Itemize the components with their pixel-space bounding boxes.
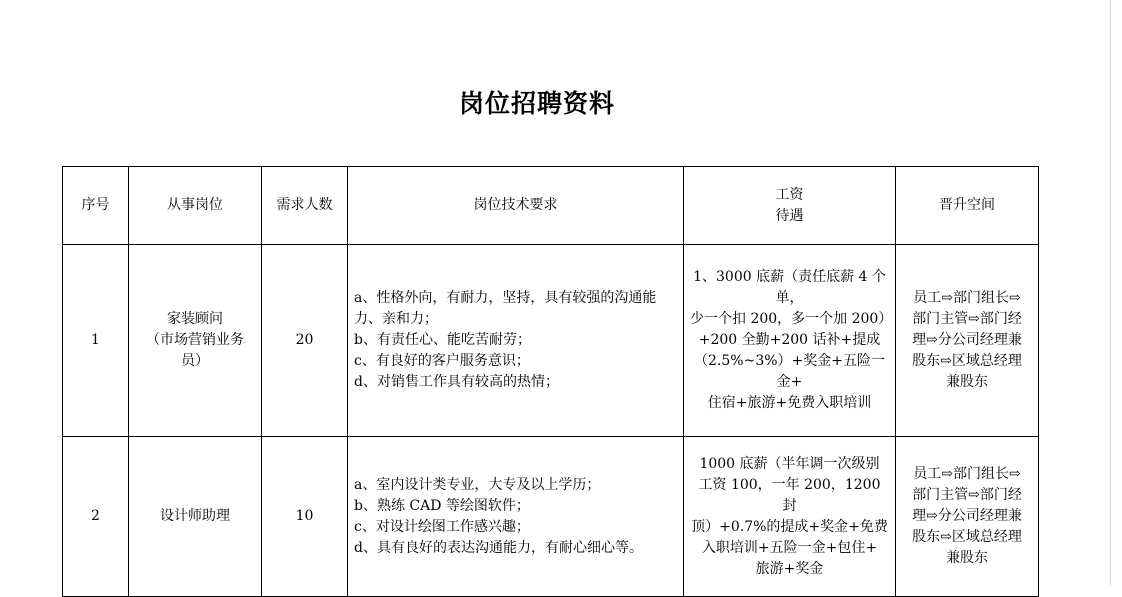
row-1-position-line3: 员）: [181, 353, 209, 369]
row-1-promotion-line: 员工⇨部门组长⇨: [913, 290, 1021, 306]
row-1-promotion-line: 股东⇨区域总经理: [912, 353, 1022, 369]
row-1-requirement-line: 力、亲和力；: [354, 311, 438, 327]
row-2-promotion-line: 兼股东: [946, 550, 988, 566]
row-1-requirement-line: c、有良好的客户服务意识；: [354, 353, 530, 369]
row-2-promotion-line: 员工⇨部门组长⇨: [913, 466, 1021, 482]
row-1-promotion-line: 理⇨分公司经理兼: [912, 332, 1022, 348]
row-2-promotion: [896, 437, 1039, 597]
row-2-salary-line: 工资 100，一年 200，1200 封: [698, 476, 881, 514]
row-2-promotion-line: 部门主管⇨部门经: [912, 487, 1022, 503]
row-1-requirements: [348, 245, 684, 437]
row-1-seq: 1: [63, 245, 129, 437]
row-2-position: 设计师助理: [129, 437, 262, 597]
row-1-position: [129, 245, 262, 437]
header-position: 从事岗位: [129, 167, 262, 245]
row-2-requirement-line: b、熟练 CAD 等绘图软件；: [354, 497, 530, 514]
row-2-salary-line: 旅游+奖金: [755, 560, 824, 577]
row-2-requirements: [348, 437, 684, 597]
row-1-requirement-line: d、对销售工作具有较高的热情；: [354, 374, 559, 390]
row-1-position-line2: （市场营销业务: [146, 332, 244, 348]
row-1-salary-line: +200 全勤+200 话补+提成: [698, 332, 881, 348]
row-2-salary-line: 顶）+0.7%的提成+奖金+免费: [691, 518, 888, 535]
table-row: [63, 437, 1039, 597]
header-salary-line1: 工资: [775, 186, 804, 203]
row-1-salary: [684, 245, 896, 437]
row-1-salary-line: 少一个扣 200，多一个加 200）: [690, 311, 893, 327]
row-1-salary-line: 住宿+旅游+免费入职培训: [707, 395, 872, 411]
header-seq: 序号: [63, 167, 129, 245]
page-edge-divider: [1110, 0, 1111, 585]
row-2-count: 10: [262, 437, 348, 597]
row-1-salary-line: 1、3000 底薪（责任底薪 4 个单，: [693, 269, 886, 306]
header-promotion: 晋升空间: [896, 167, 1039, 245]
page-title: 岗位招聘资料: [458, 89, 615, 118]
row-1-salary-line: （2.5%~3%）+奖金+五险一金+: [694, 353, 885, 390]
header-requirements: 岗位技术要求: [348, 167, 684, 245]
row-2-salary-line: 入职培训+五险一金+包住+: [701, 539, 878, 556]
row-1-requirement-line: b、有责任心、能吃苦耐劳；: [354, 332, 531, 348]
row-1-promotion-line: 部门主管⇨部门经: [912, 311, 1022, 327]
header-count: 需求人数: [262, 167, 348, 245]
row-2-salary: [684, 437, 896, 597]
row-2-seq: 2: [63, 437, 129, 597]
table-row: [63, 245, 1039, 437]
row-1-promotion: [896, 245, 1039, 437]
recruitment-table: [62, 166, 1039, 597]
row-2-requirement-line: a、室内设计类专业，大专及以上学历；: [354, 476, 601, 493]
row-1-position-line1: 家装顾问: [167, 311, 223, 327]
row-2-promotion-line: 理⇨分公司经理兼: [912, 508, 1022, 524]
table-header-row: [63, 167, 1039, 245]
row-1-requirement-line: a、性格外向，有耐力，坚持，具有较强的沟通能: [354, 290, 657, 306]
row-2-requirement-line: c、对设计绘图工作感兴趣；: [354, 518, 530, 535]
row-1-count: 20: [262, 245, 348, 437]
row-1-promotion-line: 兼股东: [946, 374, 988, 390]
row-2-salary-line: 1000 底薪（半年调一次级别: [699, 455, 880, 472]
header-salary: [684, 167, 896, 245]
row-2-promotion-line: 股东⇨区域总经理: [912, 529, 1022, 545]
row-2-requirement-line: d、具有良好的表达沟通能力，有耐心细心等。: [354, 539, 643, 556]
header-salary-line2: 待遇: [775, 207, 804, 224]
